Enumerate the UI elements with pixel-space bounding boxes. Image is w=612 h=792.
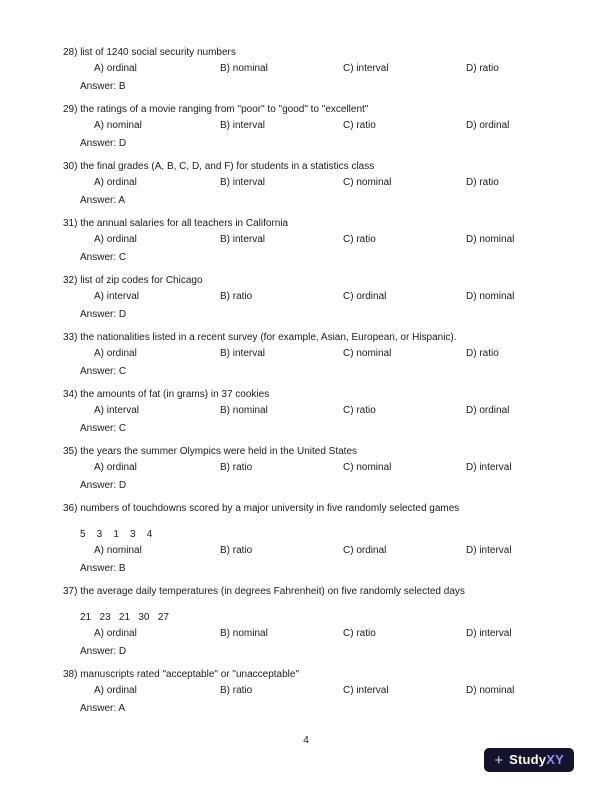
answer-option: B) ratio bbox=[220, 685, 253, 696]
answer-option: D) nominal bbox=[466, 234, 515, 245]
question-data-values: 21 23 21 30 27 bbox=[80, 612, 169, 623]
answer-options-row bbox=[94, 684, 574, 697]
question-block bbox=[63, 668, 574, 715]
answer-option: D) interval bbox=[466, 545, 512, 556]
answer-options-row bbox=[94, 119, 574, 132]
answer-options-row bbox=[94, 233, 574, 246]
answer-text: Answer: D bbox=[80, 646, 127, 657]
answer-option: C) interval bbox=[343, 685, 389, 696]
answer-option: C) nominal bbox=[343, 462, 392, 473]
answer-option: C) interval bbox=[343, 63, 389, 74]
answer-option: B) nominal bbox=[220, 628, 268, 639]
studyxy-logo[interactable] bbox=[484, 748, 574, 772]
answer-option: D) interval bbox=[466, 628, 512, 639]
question-text: 35) the years the summer Olympics were held in the United States bbox=[63, 446, 358, 457]
answer-option: A) interval bbox=[94, 291, 140, 302]
answer-text: Answer: B bbox=[80, 563, 126, 574]
question-block bbox=[63, 103, 574, 150]
answer-option: C) nominal bbox=[343, 177, 392, 188]
answer-option: B) ratio bbox=[220, 545, 253, 556]
question-text: 28) list of 1240 social security numbers bbox=[63, 47, 236, 58]
answer-option: A) nominal bbox=[94, 545, 142, 556]
question-block bbox=[63, 445, 574, 492]
answer-option: D) nominal bbox=[466, 685, 515, 696]
question-block bbox=[63, 585, 574, 658]
answer-option: A) interval bbox=[94, 405, 140, 416]
answer-option: C) nominal bbox=[343, 348, 392, 359]
answer-option: B) nominal bbox=[220, 405, 268, 416]
answer-option: C) ratio bbox=[343, 628, 376, 639]
answer-option: A) nominal bbox=[94, 120, 142, 131]
question-text: 31) the annual salaries for all teachers in California bbox=[63, 218, 289, 229]
question-block bbox=[63, 217, 574, 264]
answer-text: Answer: D bbox=[80, 138, 127, 149]
answer-option: A) ordinal bbox=[94, 234, 137, 245]
answer-option: D) nominal bbox=[466, 291, 515, 302]
question-text: 29) the ratings of a movie ranging from "poor" to "good" to "excellent" bbox=[63, 104, 369, 115]
answer-option: A) ordinal bbox=[94, 628, 137, 639]
question-text: 30) the final grades (A, B, C, D, and F) for students in a statistics class bbox=[63, 161, 375, 172]
answer-text: Answer: A bbox=[80, 195, 126, 206]
answer-options-row bbox=[94, 176, 574, 189]
answer-option: D) interval bbox=[466, 462, 512, 473]
question-block bbox=[63, 388, 574, 435]
answer-option: A) ordinal bbox=[94, 348, 137, 359]
answer-option: C) ratio bbox=[343, 234, 376, 245]
question-text: 32) list of zip codes for Chicago bbox=[63, 275, 203, 286]
answer-option: D) ordinal bbox=[466, 120, 510, 131]
answer-option: C) ratio bbox=[343, 120, 376, 131]
answer-options-row bbox=[94, 404, 574, 417]
plus-icon: + bbox=[494, 751, 504, 769]
logo-text bbox=[509, 753, 564, 767]
answer-option: A) ordinal bbox=[94, 63, 137, 74]
answer-text: Answer: A bbox=[80, 703, 126, 714]
question-text: 37) the average daily temperatures (in degrees Fahrenheit) on five randomly selected days bbox=[63, 586, 465, 597]
question-text: 38) manuscripts rated "acceptable" or "unacceptable" bbox=[63, 669, 299, 680]
answer-option: B) ratio bbox=[220, 291, 253, 302]
question-block bbox=[63, 502, 574, 575]
answer-text: Answer: B bbox=[80, 81, 126, 92]
answer-option: D) ratio bbox=[466, 348, 499, 359]
question-data-values: 5 3 1 3 4 bbox=[80, 529, 153, 540]
answer-text: Answer: C bbox=[80, 252, 127, 263]
answer-option: B) interval bbox=[220, 348, 266, 359]
answer-text: Answer: C bbox=[80, 423, 127, 434]
answer-options-row bbox=[94, 461, 574, 474]
answer-option: B) interval bbox=[220, 120, 266, 131]
answer-option: A) ordinal bbox=[94, 462, 137, 473]
question-list bbox=[63, 46, 574, 725]
answer-option: C) ordinal bbox=[343, 545, 387, 556]
answer-text: Answer: D bbox=[80, 309, 127, 320]
question-text: 33) the nationalities listed in a recent survey (for example, Asian, European, or Hispanic). bbox=[63, 332, 457, 343]
logo-text-study: Study bbox=[509, 752, 547, 767]
answer-option: C) ordinal bbox=[343, 291, 387, 302]
question-text: 36) numbers of touchdowns scored by a major university in five randomly selected games bbox=[63, 503, 460, 514]
answer-option: A) ordinal bbox=[94, 685, 137, 696]
answer-option: D) ratio bbox=[466, 63, 499, 74]
question-block bbox=[63, 160, 574, 207]
page-number: 4 bbox=[303, 735, 309, 746]
answer-option: B) nominal bbox=[220, 63, 268, 74]
answer-text: Answer: C bbox=[80, 366, 127, 377]
question-text: 34) the amounts of fat (in grams) in 37 cookies bbox=[63, 389, 270, 400]
logo-text-xy: XY bbox=[546, 752, 564, 767]
answer-option: D) ordinal bbox=[466, 405, 510, 416]
question-block bbox=[63, 331, 574, 378]
answer-options-row bbox=[94, 544, 574, 557]
answer-options-row bbox=[94, 62, 574, 75]
answer-text: Answer: D bbox=[80, 480, 127, 491]
question-block bbox=[63, 46, 574, 93]
answer-options-row bbox=[94, 627, 574, 640]
answer-option: A) ordinal bbox=[94, 177, 137, 188]
answer-option: B) interval bbox=[220, 177, 266, 188]
question-block bbox=[63, 274, 574, 321]
answer-option: D) ratio bbox=[466, 177, 499, 188]
answer-options-row bbox=[94, 347, 574, 360]
answer-options-row bbox=[94, 290, 574, 303]
answer-option: C) ratio bbox=[343, 405, 376, 416]
answer-option: B) ratio bbox=[220, 462, 253, 473]
answer-option: B) interval bbox=[220, 234, 266, 245]
